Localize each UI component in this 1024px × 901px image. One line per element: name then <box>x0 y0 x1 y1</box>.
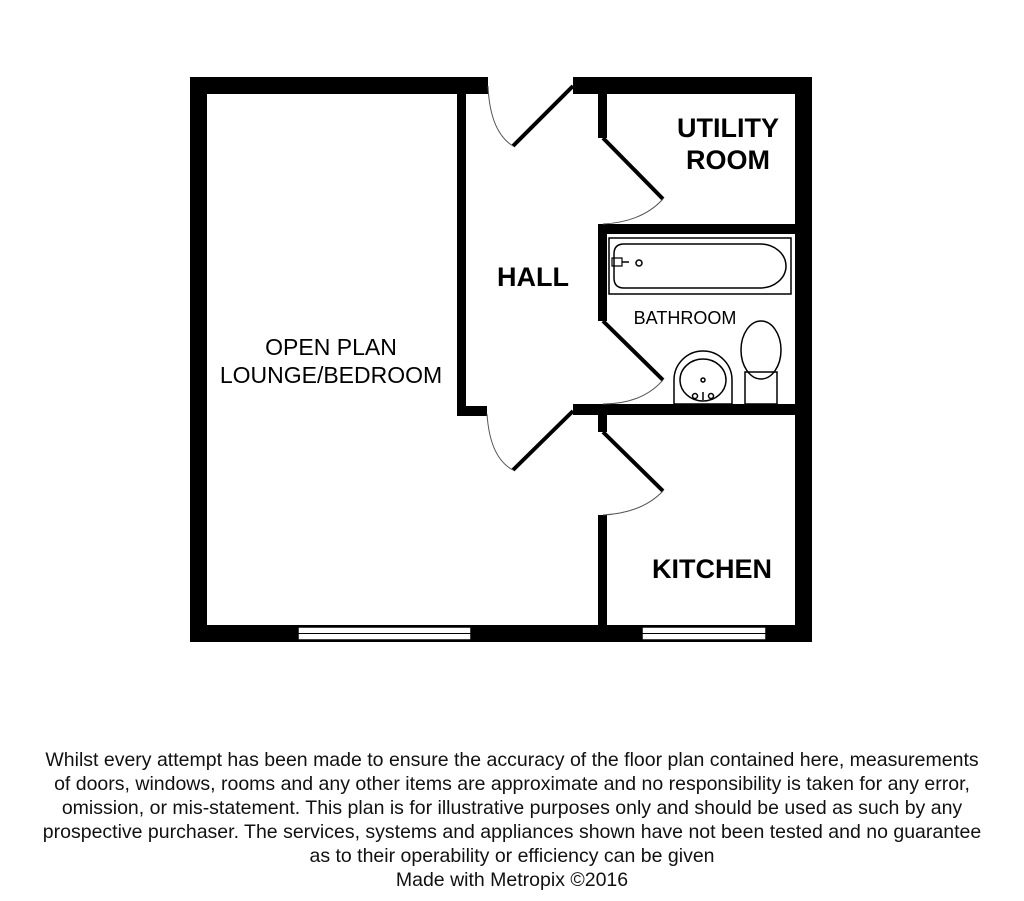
disclaimer-line: of doors, windows, rooms and any other items are approximate and no responsibility is taken for any error, <box>54 773 970 795</box>
wall-right <box>795 77 812 642</box>
disclaimer-line: prospective purchaser. The services, systems and appliances shown have not been tested and no guarantee <box>42 821 982 843</box>
wall-top-right <box>573 77 812 94</box>
door-kitchen <box>603 432 663 515</box>
door-bathroom <box>603 321 663 404</box>
wall-utility-stub <box>598 94 607 138</box>
label-utility-line2: ROOM <box>686 145 770 175</box>
doors <box>487 86 663 515</box>
label-lounge-line1: OPEN PLAN <box>265 334 397 360</box>
wall-top-left <box>190 77 488 94</box>
label-kitchen: KITCHEN <box>652 554 772 584</box>
wall-left <box>190 77 207 642</box>
wall-hall-left <box>457 94 466 416</box>
basin-icon <box>674 351 732 404</box>
disclaimer-line: omission, or mis-statement. This plan is for illustrative purposes only and should be used as such by any <box>61 797 963 819</box>
wall-bath-left <box>598 224 607 321</box>
label-bathroom: BATHROOM <box>633 308 737 328</box>
bathtub-icon <box>609 238 791 294</box>
room-labels <box>220 113 779 584</box>
door-lounge <box>487 411 573 470</box>
disclaimer-text <box>0 748 1024 892</box>
wall-hall-bottom-stub <box>457 406 487 416</box>
door-entrance <box>488 86 573 146</box>
label-utility-line1: UTILITY <box>677 113 779 143</box>
wall-kitchen-left <box>598 515 607 642</box>
credit-line: Made with Metropix ©2016 <box>395 869 629 891</box>
label-lounge-line2: LOUNGE/BEDROOM <box>219 362 443 388</box>
disclaimer-line: Whilst every attempt has been made to ensure the accuracy of the floor plan contained here, measurements <box>45 749 979 771</box>
door-utility <box>603 138 663 224</box>
toilet-icon <box>741 321 781 404</box>
wall-kitchen-stub <box>598 404 607 432</box>
label-hall: HALL <box>497 262 569 292</box>
wall-utility-bath <box>598 224 795 234</box>
disclaimer-line: as to their operability or efficiency can be given <box>309 845 715 867</box>
